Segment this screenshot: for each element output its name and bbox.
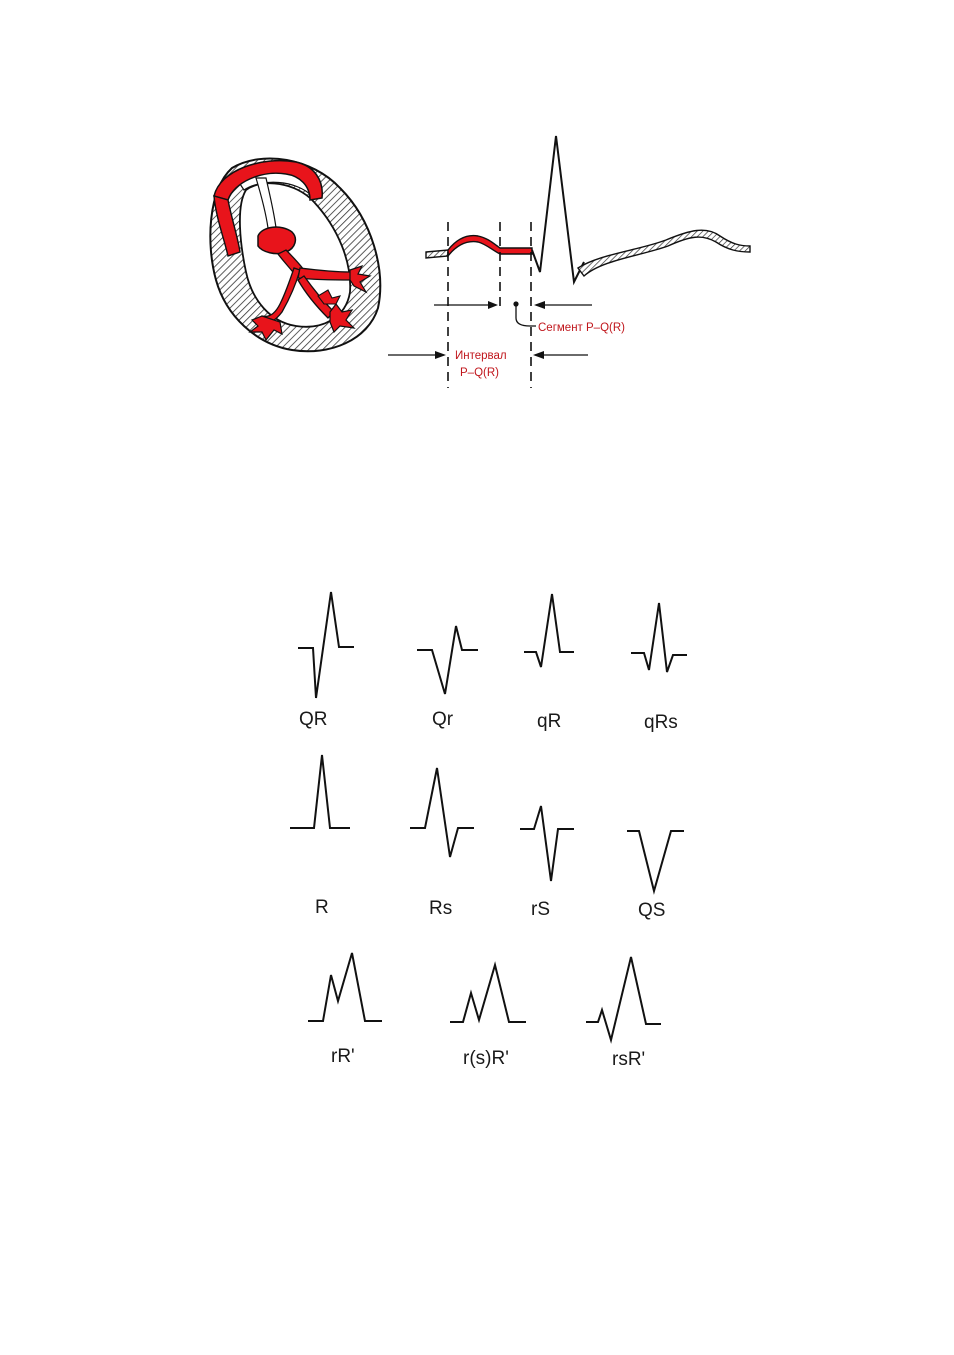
segment-pointer-line [516, 304, 536, 326]
qrs-wave-Qr [417, 626, 478, 694]
qrs-label-rsR-prime: rsR' [612, 1049, 646, 1070]
segment-label: Сегмент P–Q(R) [538, 322, 625, 334]
qrs-wave-r-s-R-prime [450, 965, 526, 1022]
qrs-wave-R [290, 755, 350, 828]
qrs-label-rR-prime: rR' [331, 1046, 355, 1067]
p-duration-arrowhead [488, 301, 498, 309]
qrs-label-R: R [315, 897, 329, 918]
heart-illustration [210, 158, 380, 351]
qrs-wave-QR [298, 592, 354, 698]
qrs-label-Qr: Qr [432, 709, 454, 730]
interval-label-line1: Интервал [455, 350, 507, 362]
qrs-wave-rsR-prime [586, 957, 661, 1040]
qrs-wave-rS [520, 806, 574, 881]
qrs-variants-grid [290, 592, 687, 1070]
qrs-spike [532, 136, 584, 282]
interval-arrowhead-left [435, 351, 446, 359]
interval-label-line2: P–Q(R) [460, 367, 499, 379]
qrs-label-QS: QS [638, 900, 666, 921]
qrs-label-rS: rS [531, 899, 550, 920]
qrs-wave-qR [524, 594, 574, 667]
p-wave [448, 236, 532, 256]
qrs-label-QR: QR [299, 709, 328, 730]
qrs-label-Rs: Rs [429, 898, 453, 919]
qrs-wave-qRs [631, 603, 687, 672]
segment-arrowhead [534, 301, 545, 309]
av-node [258, 227, 295, 254]
qrs-label-qRs: qRs [644, 712, 678, 733]
ecg-baseline-pre [426, 250, 448, 258]
qrs-label-qR: qR [537, 711, 562, 732]
qrs-label-r-s-R-prime: r(s)R' [463, 1048, 509, 1069]
qrs-wave-QS [627, 831, 684, 891]
interval-arrowhead-right [533, 351, 544, 359]
ecg-pq-diagram [388, 136, 750, 388]
qrs-wave-rR-prime [308, 953, 382, 1021]
qrs-wave-Rs [410, 768, 474, 857]
st-t-segment [578, 230, 750, 276]
